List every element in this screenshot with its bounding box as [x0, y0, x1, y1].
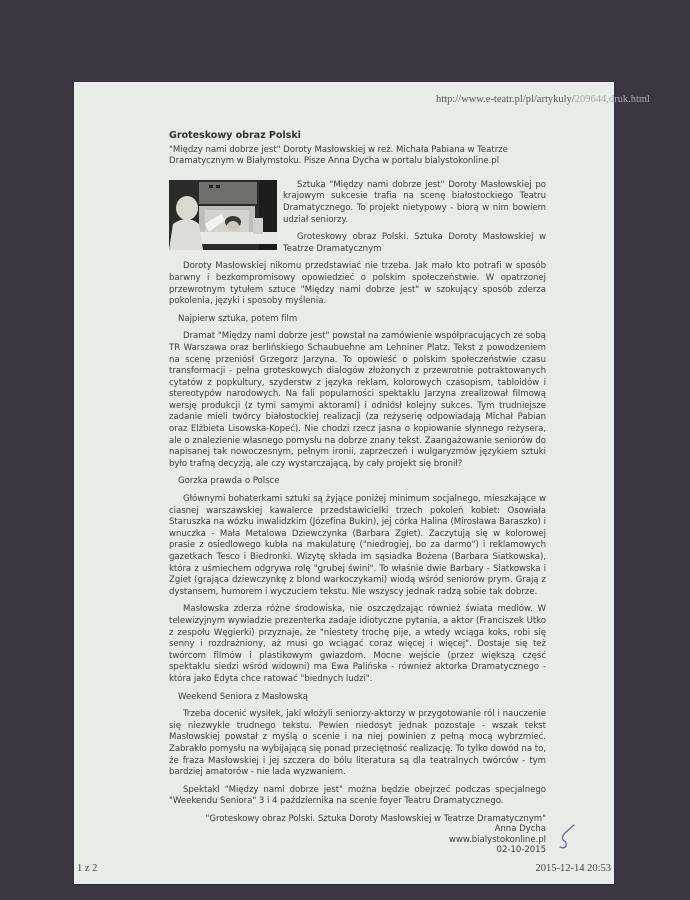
- print-timestamp: 2015-12-14 20:53: [535, 863, 611, 874]
- article-lead: "Między nami dobrze jest" Doroty Masłowskiej w reż. Michała Pabiana w Teatrze Dramatycznym w Białymstoku. Pisze Anna Dycha w portalu bialystokonline.pl: [169, 144, 508, 167]
- section-heading: Najpierw sztuka, potem film: [178, 313, 298, 324]
- scanned-page: [74, 82, 650, 884]
- section-heading: Gorzka prawda o Polsce: [178, 476, 280, 487]
- paragraph: Doroty Masłowskiej nikomu przedstawiać nie trzeba. Jak mało kto potrafi w sposób barwny i bezkompromisowy opowiedzieć o polskim społeczeństwie. W opatrzonej przewrotnym tytułem sztuce "Między nami dobrze jest" w szokujący sposób zderza pokolenia, języki i sposoby myślenia.: [169, 261, 546, 307]
- paragraph: Dramat "Między nami dobrze jest" powstał na zamówienie współpracujących ze sobą TR Warszawa oraz berlińskiego Schaubuehne am Lehniner Platz. Tekst z powodzeniem na scenę przeniósł Grzegorz Jarzyna. To opowieść o polskim społeczeństwie czasu transformacji - pełna groteskowych dialogów złożonych z przewrotnie potraktowanych cytatów z popkultury, szyderstw z języka reklam, kolorowych czasopism, tabloidów i stereotypów narodowych. Na fali popularności spektaklu Jarzyna zrealizował filmową wersję produkcji (z tymi samymi aktorami) i odniósł kolejny sukces. Tym trudniejsze zadanie mieli twórcy białostockiej realizacji (za reżyserię odpowiadają Michał Pabian oraz Elżbieta Lisowska-Kopeć). Nie chodzi rzecz jasna o kopiowanie słynnego reżysera, ale o znalezienie własnego pomysłu na dobrze znany tekst. Zaangażowanie seniorów do napisanej tak nowoczesnym, pełnym ironii, zaprzeczeń i wulgaryzmów językiem sztuki było trafną decyzją, ale czy wystarczającą, by cały projekt się bronił?: [169, 331, 546, 469]
- paragraph: Trzeba docenić wysiłek, jaki włożyli seniorzy-aktorzy w przygotowanie ról i nauczenie się niezwykle trudnego tekstu. Pewien niedosyt jednak pozostaje - wszak tekst Masłowskiej powstał z myślą o scenie i na niej powinien z pełną mocą wybrzmieć. Zabrakło pomysłu na wybijającą się ponad przeciętność realizację. To tylko dowód na to, że fraza Masłowskiej i jej szczera do bólu literatura są dla teatralnych twórców - tym bardziej amatorów - nie lada wyzwaniem.: [169, 709, 546, 778]
- section-heading: Weekend Seniora z Masłowską: [178, 691, 309, 702]
- signature-author: Anna Dycha: [494, 824, 546, 835]
- paragraph: Spektakl "Między nami dobrze jest" można będzie obejrzeć podczas specjalnego "Weekendu Seniora" 3 i 4 października na scenie foyer Teatru Dramatycznego.: [169, 784, 546, 807]
- article-signature: [169, 814, 546, 856]
- source-url-faded: 209644,druk.html: [574, 94, 650, 105]
- paragraph: Masłowska zderza różne środowiska, nie oszczędzając również świata mediów. W telewizyjnym wywiadzie prezenterka zadaje idiotyczne pytania, a aktor (Franciszek Utko z zespołu Węgierki) przyznaje, że "niestety trochę pije, a wtedy wciąga koks, robi się senny i rozdrażniony, aż musi go wciągać coraz więcej i więcej". Dostaje się też twórcom filmów i plastikowym gwiazdom. Mocne wejście (przez większą część spektaklu siedzi wśród widowni) ma Ewa Palińska - również aktorka Dramatycznego - która jako Edyta chce ratować "biednych ludzi".: [169, 604, 546, 684]
- intro-block: [169, 180, 546, 256]
- signature-source-title: "Groteskowy obraz Polski. Sztuka Doroty Masłowskiej w Teatrze Dramatycznym": [205, 813, 546, 824]
- article: [169, 130, 546, 856]
- handwritten-number-icon: [557, 824, 577, 850]
- source-url: [436, 94, 650, 105]
- photo-image: [169, 180, 277, 250]
- signature-site: www.bialystokonline.pl: [448, 834, 546, 845]
- paragraph: Głównymi bohaterkami sztuki są żyjące poniżej minimum socjalnego, mieszkające w ciasnej warszawskiej kawalerce przedstawicielki trzech pokoleń kobiet: Osowiała Staruszka na wózku inwalidzkim (Józefina Bukin), jej córka Halina (Mirosława Baraszko) i wnuczka - Mała Metalowa Dziewczynka (Barbara Zgiet). Zaczytują się w kolorowej prasie z osiedlowego kubła na makulaturę ("niedrogiej, bo za darmo") i reklamowych gazetkach Tesco i Biedronki. Wizytę składa im sąsiadka Bożena (Barbara Siatkowska), która z uśmiechem odgrywa rolę "grubej świni". To właśnie dwie Barbary - Siatkowska i Zgiet (grająca dziewczynkę z blond warkoczykami) wiodą wśród seniorów prym. Grają z dystansem, humorem i wyczuciem tekstu. Nie wszyscy jednak radzą sobie tak dobrze.: [169, 494, 546, 597]
- article-title: Groteskowy obraz Polski: [169, 130, 301, 141]
- article-photo: [169, 180, 277, 250]
- intro-subtitle: Groteskowy obraz Polski. Sztuka Doroty Masłowskiej w Teatrze Dramatycznym: [283, 232, 546, 254]
- intro-paragraph: Sztuka "Między nami dobrze jest" Doroty Masłowskiej po krajowym sukcesie trafia na scenę białostockiego Teatru Dramatycznego. To projekt nietypowy - biorą w nim bowiem udział seniorzy.: [283, 179, 546, 225]
- page-counter: 1 z 2: [77, 863, 98, 874]
- source-url-text: http://www.e-teatr.pl/pl/artykuly/: [436, 94, 575, 105]
- signature-date: 02-10-2015: [496, 845, 546, 856]
